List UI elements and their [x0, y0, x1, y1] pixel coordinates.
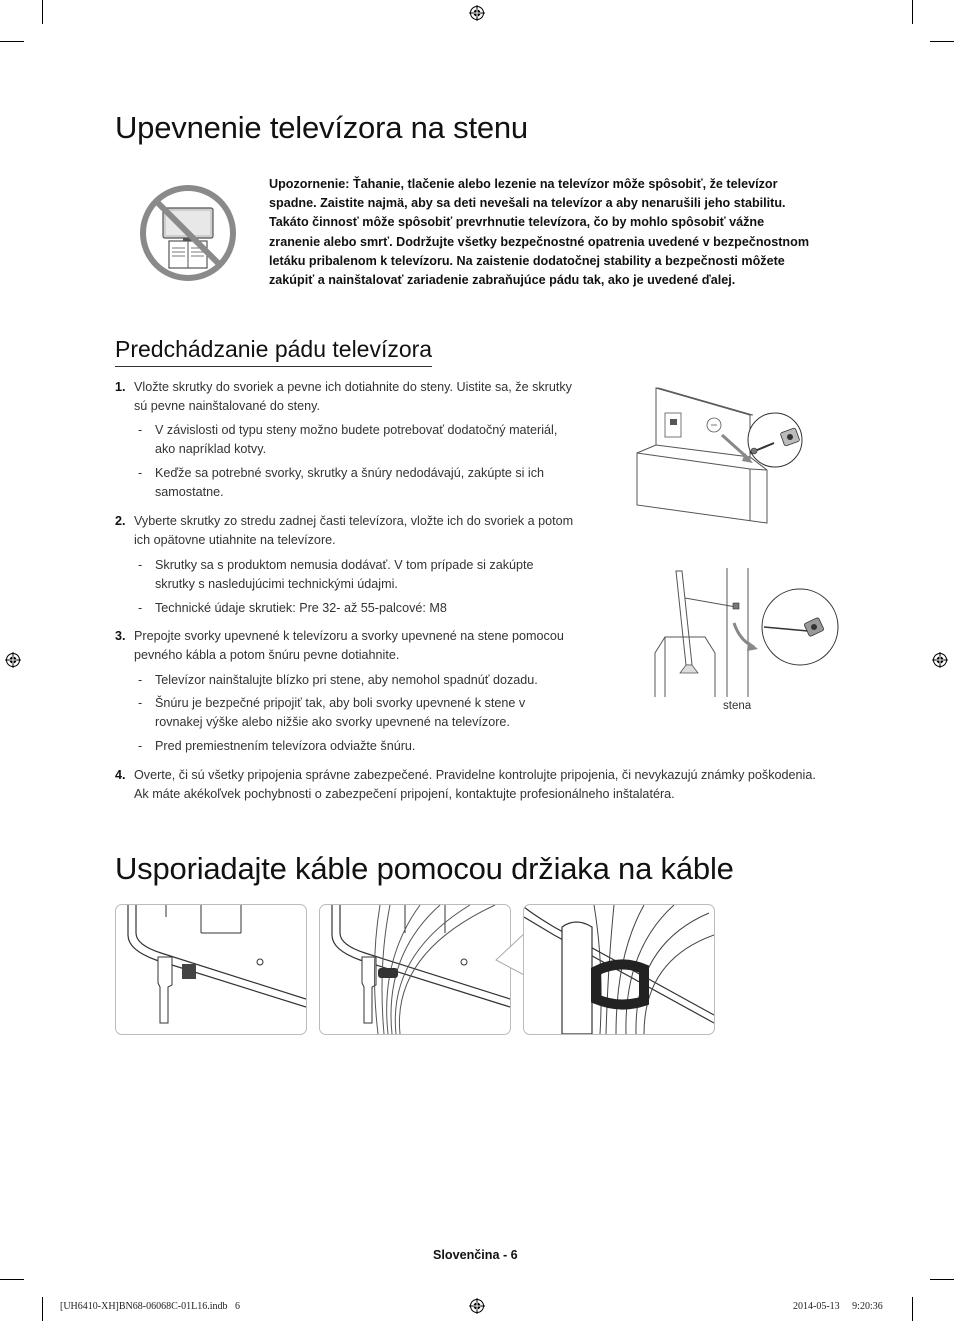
crop-mark [912, 0, 913, 24]
step-line: Overte, či sú všetky pripojenia správne zabezpečené. Pravidelne kontrolujte pripojenia, či nevykazujú známky poškodenia. [134, 768, 816, 782]
dash: - [138, 466, 143, 480]
warning-text [269, 175, 849, 290]
sub-line: rovnakej výške alebo nižšie ako svorky upevnené na televízore. [155, 715, 510, 730]
sub-line: Šnúru je bezpečné pripojiť tak, aby boli svorky upevnené k stene v [155, 696, 526, 710]
registration-mark-icon [932, 652, 948, 668]
tv-clip-icon [116, 905, 306, 1034]
sub-line: Keďže sa potrebné svorky, skrutky a šnúry nedodávajú, zakúpte si ich [155, 466, 545, 480]
step-line: ich opätovne utiahnite na televízore. [134, 533, 336, 548]
dash: - [138, 601, 143, 615]
step-line: Prepojte svorky upevnené k televízoru a svorky upevnené na stene pomocou [134, 629, 564, 643]
sub-line: ako napríklad kotvy. [155, 442, 267, 457]
sub-line: Skrutky sa s produktom nemusia dodávať. V tom prípade si zakúpte [155, 558, 534, 572]
step-number: 3. [115, 629, 126, 643]
crop-mark [930, 1279, 954, 1280]
tv-wall-cord-illustration [650, 565, 840, 700]
registration-mark-icon [469, 1298, 485, 1314]
sub-line: Televízor nainštalujte blízko pri stene, aby nemohol spadnúť dozadu. [155, 673, 538, 687]
warning-line: Takáto činnosť môže spôsobiť prevrhnutie televízora, čo by mohlo spôsobiť vážne [269, 215, 765, 230]
sub-line: Technické údaje skrutiek: Pre 32- až 55-palcové: M8 [155, 601, 447, 615]
step-number: 4. [115, 768, 126, 782]
section-heading: Predchádzanie pádu televízora [115, 336, 432, 367]
registration-mark-icon [5, 652, 21, 668]
print-slug-date: 2014-05-13 9:20:36 [793, 1301, 883, 1312]
registration-mark-icon [469, 5, 485, 21]
step-line: Vyberte skrutky zo stredu zadnej časti televízora, vložte ich do svoriek a potom [134, 514, 574, 528]
page-number: Slovenčina - 6 [433, 1248, 518, 1262]
dash: - [138, 739, 143, 753]
crop-mark [930, 41, 954, 42]
step-line: Ak máte akékoľvek pochybnosti o zabezpečení pripojení, kontaktujte profesionálneho inštalatéra. [134, 787, 675, 802]
warning-line: letáku pribalenom k televízoru. Na zaistenie dodatočnej stability a bezpečnosti môžete [269, 253, 785, 268]
page-title: Upevnenie televízora na stenu [115, 110, 528, 145]
dash: - [138, 423, 143, 437]
step-line: pevného kábla a potom šnúru pevne dotiahnite. [134, 648, 400, 663]
warning-line: zranenie alebo smrť. Dodržujte všetky bezpečnostné opatrenia uvedené v bezpečnostnom [269, 234, 810, 249]
dash: - [138, 673, 143, 687]
wall-label: stena [723, 700, 752, 712]
cables-clip-closeup-icon [524, 905, 714, 1034]
sub-line: samostatne. [155, 485, 224, 500]
crop-mark [42, 0, 43, 24]
crop-mark [0, 1279, 24, 1280]
dash: - [138, 558, 143, 572]
cable-holder-step-3 [523, 904, 715, 1035]
step-line: Vložte skrutky do svoriek a pevne ich dotiahnite do steny. Uistite sa, že skrutky [134, 380, 572, 394]
no-tv-on-furniture-icon [139, 184, 237, 282]
warning-line: spadne. Zaistite najmä, aby sa deti nevešali na televízor a aby nenarušili jeho stabilitu. [269, 196, 786, 211]
step-number: 1. [115, 380, 126, 394]
sub-line: Pred premiestnením televízora odviažte šnúru. [155, 739, 416, 753]
sub-line: V závislosti od typu steny možno budete potrebovať dodatočný materiál, [155, 423, 558, 437]
print-slug-file: [UH6410-XH]BN68-06068C-01L16.indb 6 [60, 1301, 240, 1312]
warning-line: zakúpiť a nainštalovať zariadenie zabraňujúce pádu tak, ako je uvedené ďalej. [269, 273, 736, 288]
cable-holder-step-1 [115, 904, 307, 1035]
sub-line: skrutky s nasledujúcimi technickými údajmi. [155, 577, 398, 592]
tv-bracket-illustration [632, 385, 812, 525]
crop-mark [912, 1297, 913, 1321]
cables-clip-icon [320, 905, 510, 1034]
section-title: Usporiadajte káble pomocou držiaka na káble [115, 851, 734, 886]
crop-mark [0, 41, 24, 42]
dash: - [138, 696, 143, 710]
warning-line: Upozornenie: Ťahanie, tlačenie alebo lezenie na televízor môže spôsobiť, že televízor [269, 177, 778, 191]
cable-holder-step-2 [319, 904, 511, 1035]
crop-mark [42, 1297, 43, 1321]
step-number: 2. [115, 514, 126, 528]
step-line: sú pevne nainštalované do steny. [134, 399, 321, 414]
